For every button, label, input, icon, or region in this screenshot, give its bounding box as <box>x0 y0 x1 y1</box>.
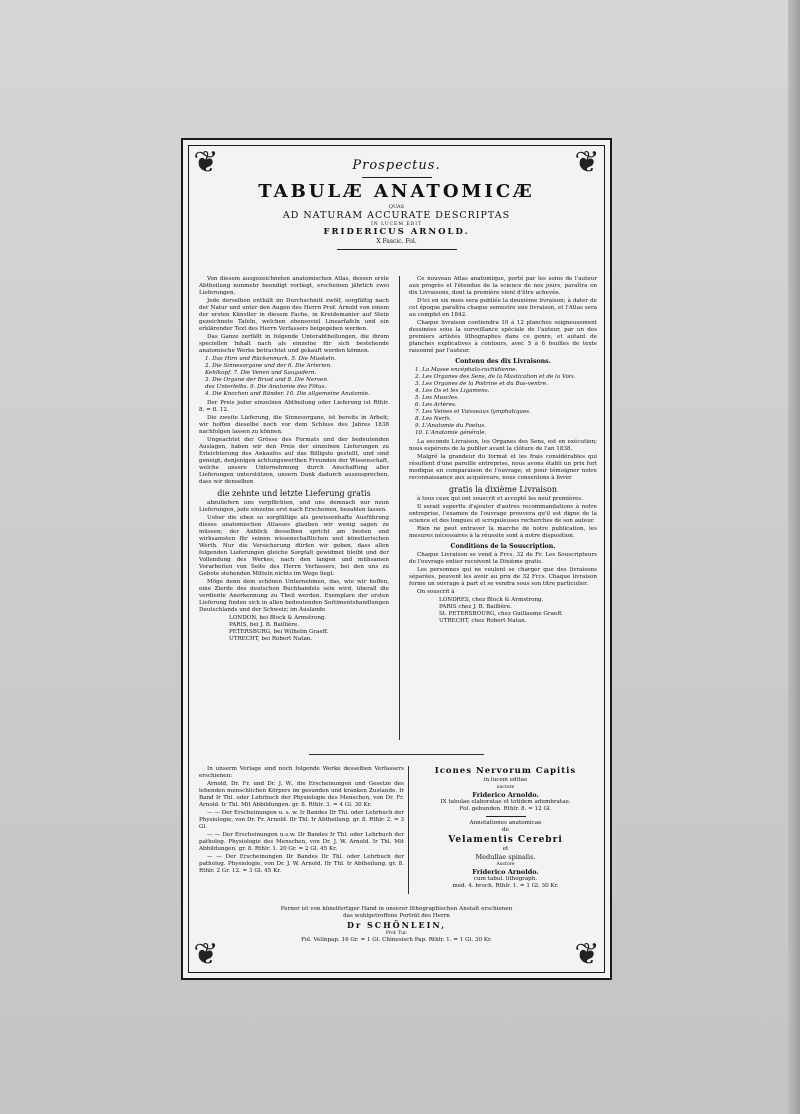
page-edge-shadow <box>788 0 800 1114</box>
author-name: FRIDERICUS ARNOLD. <box>323 227 470 237</box>
other-works-section <box>199 766 594 894</box>
contents-heading: Contenu des dix Livraisons. <box>455 358 551 365</box>
work-title: Velamentis Cerebri <box>448 835 563 845</box>
paragraph: D'ici en six mois sera publiée la deuxième livraison; à dater de cet époque paraîtra chaque semestre une livraison, et l'Atlas sera au complet en 1842. <box>409 298 597 318</box>
conditions-heading: Conditions de la Souscription. <box>450 543 556 550</box>
list-item: 1. La Masse encéphalo-rachidienne. <box>415 367 518 373</box>
prospectus-content <box>199 154 597 964</box>
paragraph: Ce nouveau Atlas anatomique, porté par les soins de l'auteur aux progrès et l'étendue de la science de nos jours, paraîtra en dix Livraisons, dont la première vient d'être achevée. <box>409 276 597 296</box>
list-item: 6. Les Artères. <box>415 402 457 408</box>
text-line: IX tabulae elaboratae et totidem adumbratae. <box>440 799 571 805</box>
list-item: 3. Die Organe der Brust und 8. Die Nerven. <box>205 377 329 383</box>
work-title: Icones Nervorum Capitis <box>434 766 577 776</box>
title-block <box>199 158 594 250</box>
paragraph: Der Preis jeder einzelnen Abtheilung oder Lieferung ist Rthlr. 8. = fl. 12. <box>199 400 389 413</box>
list-item: Kehlkopf. 7. Die Venen und Saugadern. <box>205 370 317 376</box>
list-item: UTRECHT, bei Robert Natan. <box>229 636 313 642</box>
list-item: 4. Les Os et les Ligamens. <box>415 388 490 394</box>
list-item: 1. Das Hirn und Rückenmark. 5. Die Muskeln. <box>205 356 336 362</box>
list-item: PETERSBURG, bei Wilhelm Graeff. <box>229 629 329 635</box>
list-item: 8. Les Nerfs. <box>415 416 452 422</box>
in-lucem-line: IN LUCEM EDIT <box>370 222 423 227</box>
list-item: LONDON, bei Block & Armstrong. <box>229 615 327 621</box>
french-column <box>409 276 597 625</box>
list-item: PARIS chez J. B. Baillière. <box>439 604 512 610</box>
paragraph: Malgré la grandeur du format et les frais considérables qui résultent d'une pareille entreprise, nous avons établi un prix fort modique en comparaison de l'ouvrage; et pour témoigner notre reconnaissance aux acquéreurs, nous consentons à livrer <box>409 454 597 481</box>
list-item: 7. Les Veines et Vaisseaux lymphatiques. <box>415 409 531 415</box>
divider <box>486 816 526 817</box>
paragraph: à tous ceux qui ont souscrit et accepté les neuf premières. <box>417 496 583 502</box>
list-item: UTRECHT, chez Robert Natan. <box>439 618 527 624</box>
list-item: des Unterleibs. 9. Die Anatomie des Fötus. <box>205 384 327 390</box>
text-line: med. 4. broch. Rthlr. 1. = 1 Gl. 30 Kr. <box>452 883 559 889</box>
corner-ornament-icon: ❦ <box>574 937 600 972</box>
paragraph: Möge denn dem schönen Unternehmen, das, wie wir hoffen, eine Zierde des deutschen Buchhandels sein wird, überall die verdiente Anerkennung zu Theil werden. Exemplare der ersten Lieferung finden sich in allen bedeutenden Sortimentshandlungen Deutschlands und der Schweiz; im Auslande <box>199 579 389 613</box>
text-line: Fol. Velinpap. 16 Gr. = 1 Gl. Chinesisch Pap. Rthlr. 1. = 1 Gl. 30 Kr. <box>301 937 492 943</box>
list-item: 3. Les Organes de la Poitrine et du Bas-ventre. <box>415 381 548 387</box>
author-name: Friderico Arnoldo. <box>472 868 539 876</box>
section-list <box>205 356 389 398</box>
paragraph: Von diesem ausgezeichneten anatomischen Atlas, dessen erste Abtheilung nunmehr beendigt vorliegt, erscheinen jährlich zwei Lieferungen. <box>199 276 389 296</box>
gratis-headline: gratis la dixième Livraison <box>449 485 557 494</box>
divider <box>309 754 484 755</box>
paragraph: In unserm Verlage sind noch folgende Werke desselben Verfassers erschienen: <box>199 766 404 779</box>
paragraph: Ungeachtet der Grösse des Formats und der bedeutenden Auslagen, haben wir den Preis der einzelnen Lieferungen zu Erleichterung des Ankaufes auf das Billigste gestellt, und sind geneigt, denjenigen achtungswerthen Freunden der Wissenschaft, welche unsere Unternehmung durch Anschaffung aller Lieferungen unterstützen, unsern Dank dadurch auszusprechen, dass wir denselben <box>199 437 389 485</box>
text-line: Fol. gebunden. Rthlr. 8. = 12 Gl. <box>459 806 552 812</box>
paragraph: — — Der Erscheinungen u.s.w. IIr Bandes Ir Thl. oder Lehrbuch der patholog. Physiologie des Menschen, von Dr. J. W. Arnold. Ir Thl. Mit Abbildungen. gr. 8. Rthlr. 1. 20 Gr. = 2 Gl. 45 Kr. <box>199 832 404 852</box>
paragraph: Arnold, Dr. Fr. und Dr. J. W., die Erscheinungen und Gesetze des lebenden menschlichen Körpers im gesunden und kranken Zustande. Ir Band Ir Thl. oder Lehrbuch der Physiologie des Menschen, von Dr. Fr. Arnold. Ir Thl. Mit Abbildungen. gr. 8. Rthlr. 3. = 4 Gl. 30 Kr. <box>199 781 404 808</box>
paragraph: — — Der Erscheinungen IIr Bandes IIr Thl. oder Lehrbuch der patholog. Physiologie, von Dr. J. W. Arnold. IIr Thl. Ir Abtheilung. gr. 8. Rthlr. 2 Gr. 12. = 3 Gl. 45 Kr. <box>199 854 404 874</box>
paragraph: Die zweite Lieferung, die Sinnesorgane, ist bereits in Arbeit; wir hoffen dieselbe noch vor dem Schluss des Jahres 1838 nachfolgen lassen zu können. <box>199 415 389 435</box>
text-line: cum tabul. lithograph. <box>473 876 538 882</box>
text-line: das wohlgetroffene Porträt des Herrn <box>343 913 450 919</box>
fascicle-line: X Fascic. Fol. <box>376 238 417 245</box>
paragraph: Jede derselben enthält im Durchschnitt zwölf, sorgfältig nach der Natur und unter den Augen des Herrn Prof. Arnold von einem der ersten Künstler in diesem Fache, in Kreidemanier auf Stein gezeichnete Tafeln, welchen ebensoviel Linearfafeln und ein erklärender Text des Herrn Verfassers beigegeben werden. <box>199 298 389 332</box>
list-item: St. PETERSBOURG, chez Guillaume Graeff. <box>439 611 563 617</box>
paragraph: abzuliefern uns verpflichten, und uns demnach nur neun Lieferungen, jede einzelne erst nach Erscheinen, bezahlen lassen. <box>199 500 389 513</box>
text-line: auctore <box>496 785 515 790</box>
text-line: Annotationes anatomicae <box>469 820 542 826</box>
paragraph: Les personnes qui ne veulent se charger que des livraisons séparées, peuvent les avoir au prix de 32 Frcs. Chaque livraison forme un ouvrage à part et se vendra sous son titre particulier. <box>409 567 597 587</box>
paragraph: Il serait superflu d'ajouter d'autres recommandations à notre entreprise, l'examen de l'ouvrage prouvera qu'il est digne de la science et des longues et scrupuleuses recherches de son auteur. <box>409 504 597 524</box>
prospectus-heading: Prospectus. <box>352 158 441 173</box>
subtitle: AD NATURAM ACCURATE DESCRIPTAS <box>282 210 511 221</box>
column-divider <box>399 276 400 740</box>
main-title: TABULÆ ANATOMICÆ <box>258 181 535 202</box>
list-item: PARIS, bei J. B. Baillière. <box>229 622 300 628</box>
contents-list <box>415 367 597 437</box>
paragraph: — — Der Erscheinungen u. s. w. Ir Bandes IIr Thl. oder Lehrbuch der Physiologie, von Dr. Fr. Arnold. IIr Thl. Ir Abtheilung. gr. 8. Rthlr. 2. = 3 Gl. <box>199 810 404 830</box>
text-line: Prof. Tur. <box>385 931 408 936</box>
paragraph: Das Ganze zerfällt in folgende Unterabtheilungen, die ihrem speciellen Inhalt nach als einzelne für sich bestehende anatomische Werke betrachtet und gekauft werden können. <box>199 334 389 354</box>
text-line: et <box>502 846 509 852</box>
paragraph: Chaque Livraison se vend à Frcs. 32 de Fr. Les Souscripteurs de l'ouvrage entier recoivent la Dixième gratis. <box>409 552 597 565</box>
list-item: 5. Les Muscles. <box>415 395 459 401</box>
german-column <box>199 276 389 643</box>
list-item: 10. L'Anatomie générale. <box>415 430 487 436</box>
text-line: in lucem editae <box>483 777 528 783</box>
list-item: 2. Die Sinnesorgane und der 6. Die Arterien. <box>205 363 332 369</box>
author-name: Friderico Arnoldo. <box>472 791 539 799</box>
gratis-headline: die zehnte und letzte Lieferung gratis <box>217 489 371 498</box>
list-item: 4. Die Knochen und Bänder. 10. Die allgemeine Anatomie. <box>205 391 370 397</box>
footer-portrait-notice <box>199 906 594 944</box>
paragraph: On souscrit à <box>417 589 455 595</box>
list-item: LONDRES, chez Block & Armstrong. <box>439 597 544 603</box>
paragraph: Ueber die eben so sorgfältige als gewissenhafte Ausführung dieses anatomischen Atlasses glauben wir wenig sagen zu müssen; der Anblick desselben spricht am besten und wirksamsten für seinen wissenschaftlichen und künstlerischen Werth. Nur die Versicherung dürfen wir geben, dass allen folgenden Lieferungen gleiche Sorgfalt gewidmet bleibt und der Vollendung des Werkes, nach den langen und mühsamen Vorarbeiten von Seite des Herrn Verfassers, bei den uns zu Gebote stehenden Mitteln nichts im Wege liegt. <box>199 515 389 577</box>
paragraph: Chaque livraison contiendra 10 à 12 planches soigneusement dessinées sous la surveillance spéciale de l'auteur, par un des premiers artistes lithographes dans ce genre, et autant de planches explicatives à contours, avec 5 à 6 feuilles de texte raisonné par l'auteur. <box>409 320 597 354</box>
prospectus-frame <box>181 138 612 980</box>
portrait-name: Dr SCHÖNLEIN, <box>347 920 446 930</box>
list-item: 9. L'Anatomie du Foetus. <box>415 423 486 429</box>
publisher-list <box>199 766 404 876</box>
corner-ornament-icon: ❦ <box>193 145 219 180</box>
corner-ornament-icon: ❦ <box>574 145 600 180</box>
list-item: 2. Les Organes des Sens, de la Mastication et de la Voix. <box>415 374 576 380</box>
quas-line: QUAS <box>388 204 405 210</box>
text-line: de <box>502 827 509 833</box>
divider <box>337 249 457 250</box>
agents-list <box>199 615 389 643</box>
paragraph: Rien ne peut entraver la marche de notre publication, les mesures nécessaires à la réussite sont à notre disposition. <box>409 526 597 539</box>
two-column-body <box>199 276 597 746</box>
text-line: Medullae spinalis. <box>475 853 536 861</box>
agents-list <box>409 597 597 625</box>
text-line: Ferner ist von künstfertiger Hand in unserer lithographischen Anstalt erschienen <box>280 906 513 912</box>
paragraph: La seconde Livraison, les Organes des Sens, est en exécution; nous espérons de la publier avant la clôture de l'an 1838. <box>409 439 597 452</box>
text-line: Auctore <box>496 862 515 867</box>
divider <box>362 177 432 178</box>
corner-ornament-icon: ❦ <box>193 937 219 972</box>
column-divider <box>408 766 409 894</box>
latin-works <box>414 766 597 890</box>
